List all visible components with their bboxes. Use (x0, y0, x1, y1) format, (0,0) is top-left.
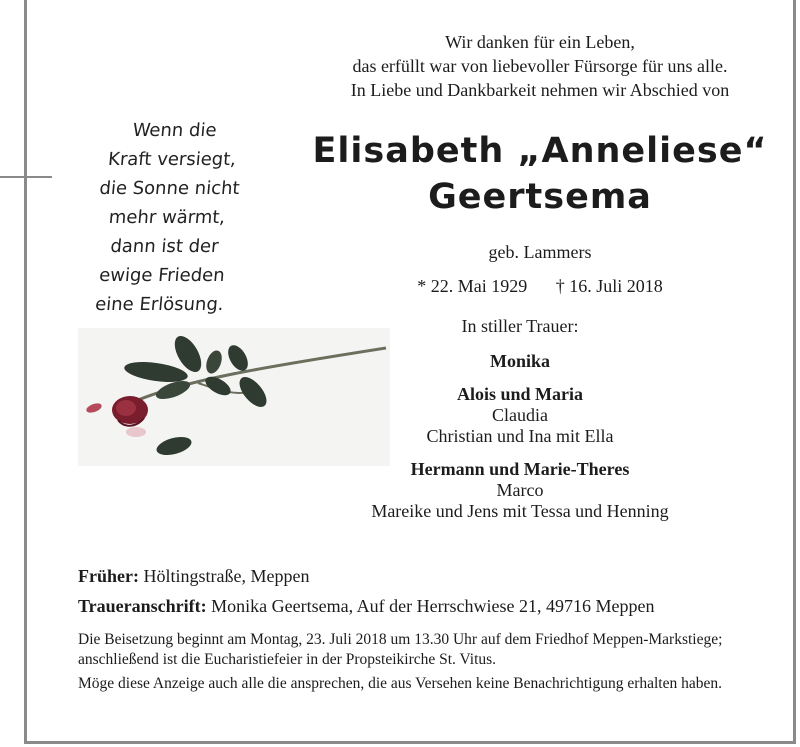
death-date: † 16. Juli 2018 (555, 276, 663, 296)
deceased-name (270, 128, 800, 220)
former-label: Früher: (78, 566, 139, 586)
former-residence (78, 561, 655, 591)
poem-line: dann ist der (109, 236, 220, 257)
mourning-label: In stiller Trauer: (461, 316, 579, 336)
family-member: Mareike und Jens mit Tessa und Henning (371, 501, 669, 521)
notes (78, 630, 758, 698)
address-block (78, 561, 655, 621)
intro-line: das erfüllt war von liebevoller Fürsorge für uns alle. (352, 56, 728, 76)
family-member: Marco (496, 480, 544, 500)
family-head: Alois und Maria (456, 384, 584, 404)
poem-line: ewige Frieden (98, 265, 226, 286)
poem-line: Wenn die (131, 120, 218, 141)
address-label: Traueranschrift: (78, 596, 207, 616)
life-dates (270, 276, 800, 297)
family-head: Hermann und Marie-Theres (410, 459, 630, 479)
address-value: Monika Geertsema, Auf der Herrschwiese 21, 49716 Meppen (211, 596, 655, 616)
notification-note: Möge diese Anzeige auch alle die ansprechen, die aus Versehen keine Benachrichtigung erhalten haben. (78, 675, 722, 692)
former-value: Höltingstraße, Meppen (143, 566, 310, 586)
poem-line: mehr wärmt, (107, 207, 227, 228)
family-head: Monika (489, 351, 550, 371)
mourners (300, 316, 740, 522)
name-line-2: Geertsema (428, 177, 652, 217)
poem-line: eine Erlösung. (94, 294, 225, 315)
family-member: Christian und Ina mit Ella (426, 426, 614, 446)
birth-date: * 22. Mai 1929 (417, 276, 528, 296)
born-name: geb. Lammers (488, 242, 592, 262)
mourning-address (78, 591, 655, 621)
intro-text (270, 30, 800, 102)
poem-line: Kraft versiegt, (107, 149, 237, 170)
name-line-1: Elisabeth „Anneliese“ (312, 131, 768, 171)
poem (63, 116, 271, 319)
intro-line: In Liebe und Dankbarkeit nehmen wir Abschied von (350, 80, 730, 100)
poem-line: die Sonne nicht (98, 178, 241, 199)
cross-symbol-vertical (24, 148, 27, 208)
family-member: Claudia (492, 405, 548, 425)
burial-note: Die Beisetzung beginnt am Montag, 23. Juli 2018 um 13.30 Uhr auf dem Friedhof Meppen-Markstiege; anschließend ist die Eucharistiefeier in der Propsteikirche St. Vitus. (78, 631, 723, 668)
intro-line: Wir danken für ein Leben, (445, 32, 635, 52)
